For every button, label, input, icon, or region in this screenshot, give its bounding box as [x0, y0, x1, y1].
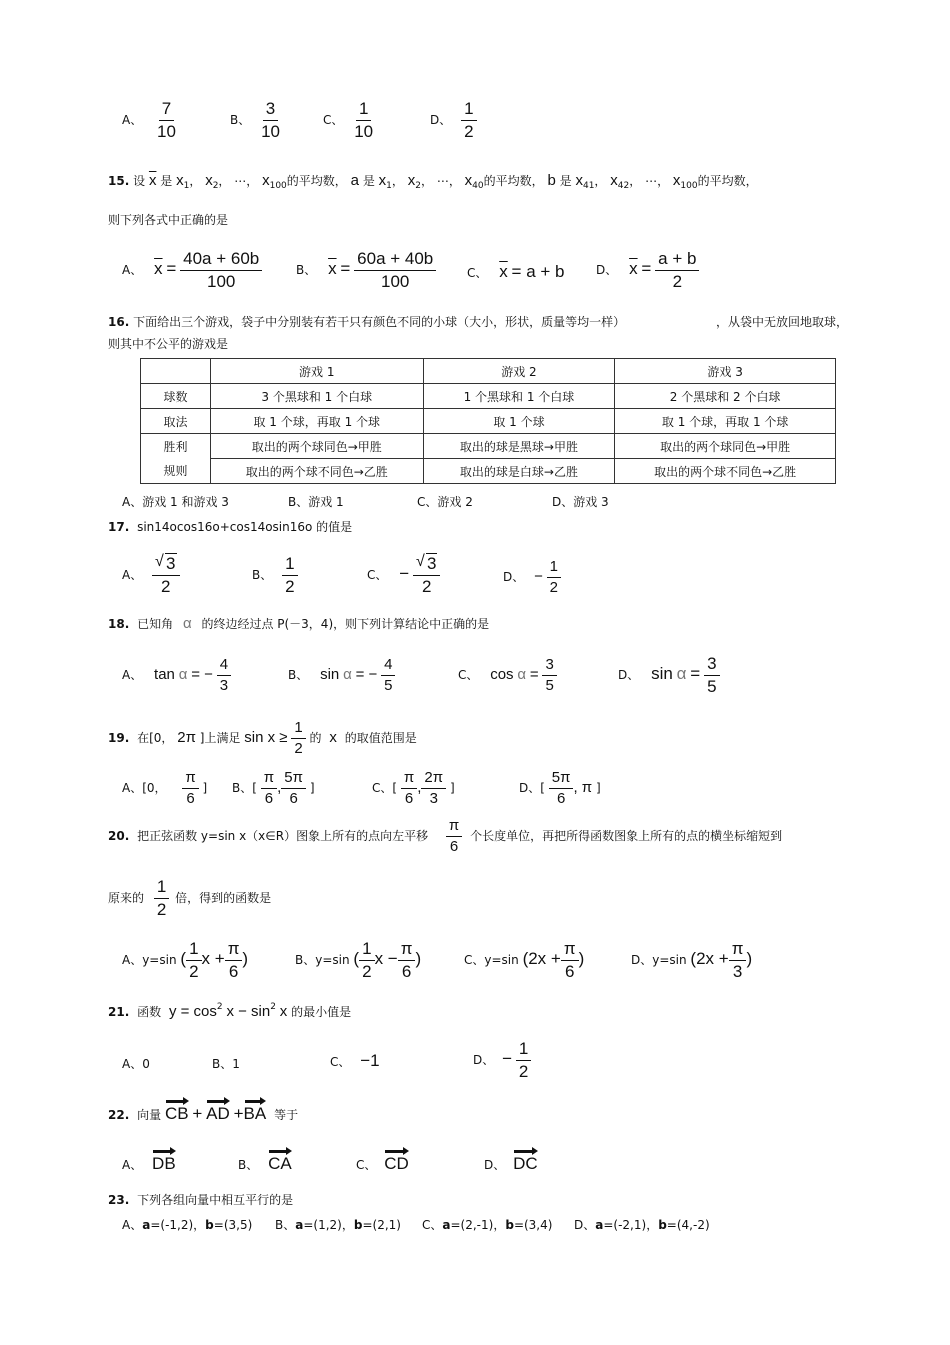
table-cell: 1 个黑球和 1 个白球: [423, 384, 615, 409]
q22-option-a: A、 DB: [122, 1154, 176, 1173]
q21-option-b: B、1: [212, 1057, 240, 1071]
fraction: $\frac{a + b}{2}$: [655, 250, 699, 291]
q21-option-c: C、 −1: [330, 1051, 380, 1070]
fraction: $\frac{\pi}{6}$: [182, 770, 198, 807]
q14-option-c: C、 $\frac{1}{10}$: [323, 100, 376, 141]
sqrt: √ 3: [155, 553, 176, 573]
q18-option-b: B、 sin α = − $\frac{4}{5}$: [288, 657, 395, 694]
vector-dc: DC: [513, 1154, 538, 1173]
q20-stem: 20. 把正弦函数 y=sin x（x∈R）图象上所有的点向左平移 $\frac{\pi}{6}$ 个长度单位，再把所得函数图象上所有的点的横坐标缩短到: [108, 817, 783, 855]
q16-stem-tail: ，从袋中无放回地取球，: [716, 315, 849, 329]
q17-option-d: D、 − $\frac{1}{2}$: [503, 559, 561, 596]
q22-option-c: C、 CD: [356, 1154, 409, 1173]
q20-option-b: B、y=sin ( $\frac{1}{2}$ x − $\frac{\pi}{6}$ ): [295, 939, 422, 981]
fraction: $\frac{\pi}{6}$: [225, 940, 243, 981]
q20-option-a: A、y=sin ( $\frac{1}{2}$ x + $\frac{\pi}{6}$ ): [122, 939, 249, 981]
fraction: $\frac{40a + 60b}{100}$: [180, 250, 262, 291]
q23-option-d: D、a=(-2,1)，b=(4,-2): [574, 1218, 710, 1232]
table-row: [141, 409, 836, 434]
q19-option-d: D、[ $\frac{5\pi}{6}$ , π ]: [519, 769, 601, 807]
q15-line2: 则下列各式中正确的是: [108, 213, 229, 227]
q16-option-b: B、游戏 1: [288, 495, 344, 509]
q14-option-d: D、 $\frac{1}{2}$: [430, 100, 477, 141]
q22-stem: 22. 向量 CB + AD +BA 等于: [108, 1104, 299, 1123]
q16-option-c: C、游戏 2: [417, 495, 473, 509]
fraction: $\frac{\pi}{6}$: [398, 940, 416, 981]
sqrt: √ 3: [415, 553, 437, 573]
table-cell: 3 个黑球和 1 个白球: [210, 384, 423, 409]
table-row: [141, 434, 836, 459]
fraction: $\frac{1}{2}$: [461, 100, 476, 141]
table-header-cell: 游戏 2: [423, 359, 615, 384]
fraction: $\frac{60a + 40b}{100}$: [354, 250, 436, 291]
table-cell: 取出的两个球同色→甲胜: [615, 434, 836, 459]
q21-stem: 21. 函数 $y = \cos^2 x - \sin^2 x$ 的最小值是: [108, 1002, 352, 1020]
fraction: $\frac{7}{10}$: [157, 99, 176, 141]
table-cell: 2 个黑球和 2 个白球: [615, 384, 836, 409]
q18-stem: 18. 已知角 α 的终边经过点 P(－3，4)，则下列计算结论中正确的是: [108, 615, 490, 632]
fraction: $\frac{1}{2}$: [359, 940, 374, 981]
vector-cd: CD: [384, 1154, 409, 1173]
table-cell: 取 1 个球: [423, 409, 615, 434]
q15-option-a: A、 $\overline{x}$ = $\frac{40a + 60b}{100}$: [122, 250, 262, 291]
q20-line2: 原来的 $\frac{1}{2}$ 倍，得到的函数是: [108, 877, 272, 919]
table-row-label: 球数: [141, 384, 211, 409]
fraction: $\frac{3}{10}$: [261, 99, 280, 141]
table-cell: 取 1 个球，再取 1 个球: [210, 409, 423, 434]
table-cell: 取出的两个球不同色→乙胜: [615, 459, 836, 484]
q22-option-b: B、 CA: [238, 1154, 292, 1173]
fraction: $\frac{3}{5}$: [704, 655, 719, 696]
table-cell: 取出的两个球不同色→乙胜: [210, 459, 423, 484]
fraction: $\frac{\pi}{3}$: [729, 940, 747, 981]
fraction: $\frac{5\pi}{6}$: [549, 770, 574, 807]
table-header-row: [141, 359, 836, 384]
q19-option-b: B、[ $\frac{\pi}{6}$ , $\frac{5\pi}{6}$ ]: [232, 769, 315, 807]
q19-option-a: A、[0， $\frac{\pi}{6}$ ]: [122, 769, 208, 807]
vector-ba: BA: [243, 1104, 267, 1123]
q16-option-a: A、游戏 1 和游戏 3: [122, 495, 229, 509]
q17-option-a: A、 √ 3 2: [122, 555, 180, 596]
q14-option-a: A、 $\frac{7}{10}$: [122, 100, 179, 141]
q18-option-c: C、 cos α = $\frac{3}{5}$: [458, 657, 557, 694]
q17-stem: 17. sin14ocos16o+cos14osin16o 的值是: [108, 520, 353, 534]
vector-db: DB: [152, 1154, 176, 1173]
q16-option-d: D、游戏 3: [552, 495, 609, 509]
q16-line2: 则其中不公平的游戏是: [108, 337, 229, 351]
q23-stem: 23. 下列各组向量中相互平行的是: [108, 1193, 294, 1207]
fraction: $\frac{2\pi}{3}$: [421, 770, 446, 807]
q20-option-c: C、y=sin (2x + $\frac{\pi}{6}$ ): [464, 939, 585, 981]
fraction: $\frac{3}{5}$: [542, 657, 556, 694]
fraction: $\frac{\pi}{6}$: [401, 770, 417, 807]
q15-option-c: C、 $\overline{x} = a + b$: [467, 262, 565, 281]
table-header-cell: 游戏 1: [210, 359, 423, 384]
q19-stem: 19. 在[0， 2π ]上满足 sin x ≥ $\frac{1}{2}$ 的 x 的取值范围是: [108, 719, 417, 757]
q21-option-a: A、0: [122, 1057, 150, 1071]
fraction: $\frac{1}{2}$: [186, 940, 201, 981]
fraction: $\frac{1}{2}$: [547, 559, 561, 596]
q22-option-d: D、 DC: [484, 1154, 538, 1173]
q15-stem: 15. 设 $\overline{x}$ 是 $x_1$， $x_2$， ⋯， $x_{100}$的平均数， a 是 $x_1$， $x_2$， ⋯， $x_{40}$的平均数， b 是 $x_{41}$， $x_{42}$， ⋯， $x_{100}$的平均数，: [108, 172, 758, 191]
q16-stem: 16. 下面给出三个游戏，袋子中分别装有若干只有颜色不同的小球（大小，形状，质量等均一样）: [108, 315, 626, 329]
q16-games-table: [140, 358, 836, 484]
q20-option-d: D、y=sin (2x + $\frac{\pi}{3}$ ): [631, 939, 753, 981]
vector-cb: CB: [164, 1104, 189, 1123]
q23-option-c: C、a=(2,-1)，b=(3,4): [422, 1218, 553, 1232]
fraction: $\frac{1}{2}$: [154, 878, 169, 919]
fraction: $\frac{4}{5}$: [381, 657, 395, 694]
table-row-label: 规则: [141, 459, 211, 484]
fraction: $\frac{1}{10}$: [354, 99, 374, 141]
fraction: $\frac{1}{2}$: [516, 1040, 531, 1081]
vector-ca: CA: [268, 1154, 292, 1173]
fraction: $\frac{\pi}{6}$: [261, 770, 277, 807]
fraction: √ 3 2: [152, 555, 179, 596]
table-cell: 取出的球是黑球→甲胜: [423, 434, 615, 459]
table-cell: 取 1 个球，再取 1 个球: [615, 409, 836, 434]
q14-option-b: B、 $\frac{3}{10}$: [230, 100, 283, 141]
table-row: [141, 459, 836, 484]
fraction: $\frac{\pi}{6}$: [446, 818, 462, 855]
table-row: [141, 384, 836, 409]
q15-option-d: D、 $\overline{x}$ = $\frac{a + b}{2}$: [596, 250, 699, 291]
q18-option-d: D、 sin α = $\frac{3}{5}$: [618, 655, 720, 696]
table-row-label: 取法: [141, 409, 211, 434]
q18-option-a: A、 tan α = − $\frac{4}{3}$: [122, 657, 231, 694]
q21-option-d: D、 − $\frac{1}{2}$: [473, 1040, 531, 1081]
vector-ad: AD: [206, 1104, 230, 1123]
fraction: $\frac{1}{2}$: [282, 555, 297, 596]
q23-option-b: B、a=(1,2)，b=(2,1): [275, 1218, 401, 1232]
q17-option-c: C、 − √ 3 2: [367, 555, 440, 596]
fraction: $\frac{1}{2}$: [291, 720, 305, 757]
fraction: $\frac{4}{3}$: [217, 657, 231, 694]
q23-option-a: A、a=(-1,2)，b=(3,5): [122, 1218, 253, 1232]
q19-option-c: C、[ $\frac{\pi}{6}$ , $\frac{2\pi}{3}$ ]: [372, 769, 455, 807]
table-cell: 取出的球是白球→乙胜: [423, 459, 615, 484]
q15-option-b: B、 $\overline{x}$ = $\frac{60a + 40b}{100}$: [296, 250, 436, 291]
table-row-label: 胜利: [141, 434, 211, 459]
table-corner-cell: [141, 359, 211, 384]
fraction: √ 3 2: [413, 555, 440, 596]
table-header-cell: 游戏 3: [615, 359, 836, 384]
fraction: $\frac{5\pi}{6}$: [281, 770, 306, 807]
q17-option-b: B、 $\frac{1}{2}$: [252, 555, 298, 596]
table-cell: 取出的两个球同色→甲胜: [210, 434, 423, 459]
fraction: $\frac{\pi}{6}$: [561, 940, 579, 981]
